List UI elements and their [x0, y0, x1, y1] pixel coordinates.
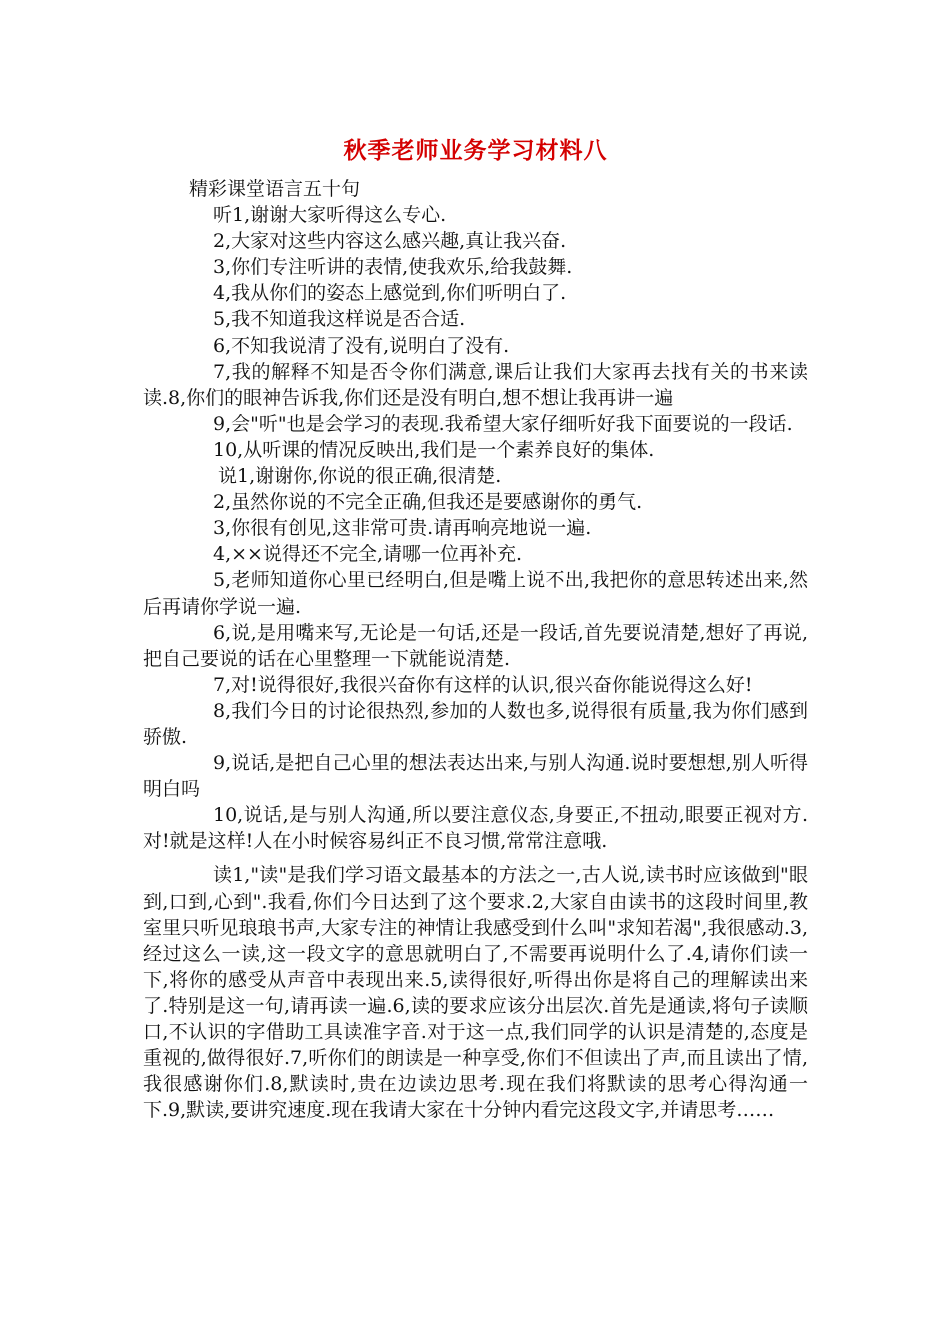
paragraph: 8,我们今日的讨论很热烈,参加的人数也多,说得很有质量,我为你们感到骄傲.	[143, 699, 808, 748]
paragraph: 5,我不知道我这样说是否合适.	[213, 308, 466, 331]
paragraph: 6,不知我说清了没有,说明白了没有.	[213, 334, 510, 357]
document-subtitle: 精彩课堂语言五十句	[189, 178, 361, 200]
paragraph: 6,说,是用嘴来写,无论是一句话,还是一段话,首先要说清楚,想好了再说,把自己要说的话在心里整理一下就能说清楚.	[143, 621, 808, 670]
paragraph: 9,会"听"也是会学习的表现.我希望大家仔细听好我下面要说的一段话.	[213, 412, 793, 435]
paragraph: 10,说话,是与别人沟通,所以要注意仪态,身要正,不扭动,眼要正视对方.对!就是这样!人在小时候容易纠正不良习惯,常常注意哦.	[143, 804, 808, 853]
paragraph: 9,说话,是把自己心里的想法表达出来,与别人沟通.说时要想想,别人听得明白吗	[143, 752, 808, 801]
document-title: 秋季老师业务学习材料八	[343, 137, 608, 164]
paragraph: 10,从听课的情况反映出,我们是一个素养良好的集体.	[213, 438, 655, 461]
paragraph: 3,你们专注听讲的表情,使我欢乐,给我鼓舞.	[213, 256, 573, 279]
paragraph-gap	[143, 854, 808, 862]
paragraph: 7,对!说得很好,我很兴奋你有这样的认识,很兴奋你能说得这么好!	[213, 673, 753, 696]
paragraph: 3,你很有创见,这非常可贵.请再响亮地说一遍.	[213, 517, 592, 540]
paragraph: 4,我从你们的姿态上感觉到,你们听明白了.	[213, 282, 567, 305]
paragraph: 说1,谢谢你,你说的很正确,很清楚.	[218, 465, 502, 488]
paragraph: 4,××说得还不完全,请哪一位再补充.	[213, 543, 523, 566]
paragraph: 2,大家对这些内容这么感兴趣,真让我兴奋.	[213, 230, 567, 253]
document-page	[143, 128, 808, 1123]
paragraph: 读1,"读"是我们学习语文最基本的方法之一,古人说,读书时应该做到"眼到,口到,心到".我看,你们今日达到了这个要求.2,大家自由读书的这段时间里,教室里只听见琅琅书声,大家专注的神情让我感受到什么叫"求知若渴",我很感动.3,经过这么一读,这一段文字的意思就明白了,不需要再说明什么了.4,请你们读一下,将你的感受从声音中表现出来.5,读得很好,听得出你是将自己的理解读出来了.特别是这一句,请再读一遍.6,读的要求应该分出层次.首先是通读,将句子读顺口,不认识的字借助工具读准字音.对于这一点,我们同学的认识是清楚的,态度是重视的,做得很好.7,听你们的朗读是一种享受,你们不但读出了声,而且读出了情,我很感谢你们.8,默读时,贵在边读边思考.现在我们将默读的思考心得沟通一下.9,默读,要讲究速度.现在我请大家在十分钟内看完这段文字,并请思考……	[143, 864, 808, 1122]
paragraph: 2,虽然你说的不完全正确,但我还是要感谢你的勇气.	[213, 491, 643, 514]
paragraph: 听1,谢谢大家听得这么专心.	[213, 204, 447, 227]
paragraph: 5,老师知道你心里已经明白,但是嘴上说不出,我把你的意思转述出来,然后再请你学说一遍.	[143, 569, 808, 618]
paragraph: 7,我的解释不知是否令你们满意,课后让我们大家再去找有关的书来读读.8,你们的眼神告诉我,你们还是没有明白,想不想让我再讲一遍	[143, 360, 808, 409]
